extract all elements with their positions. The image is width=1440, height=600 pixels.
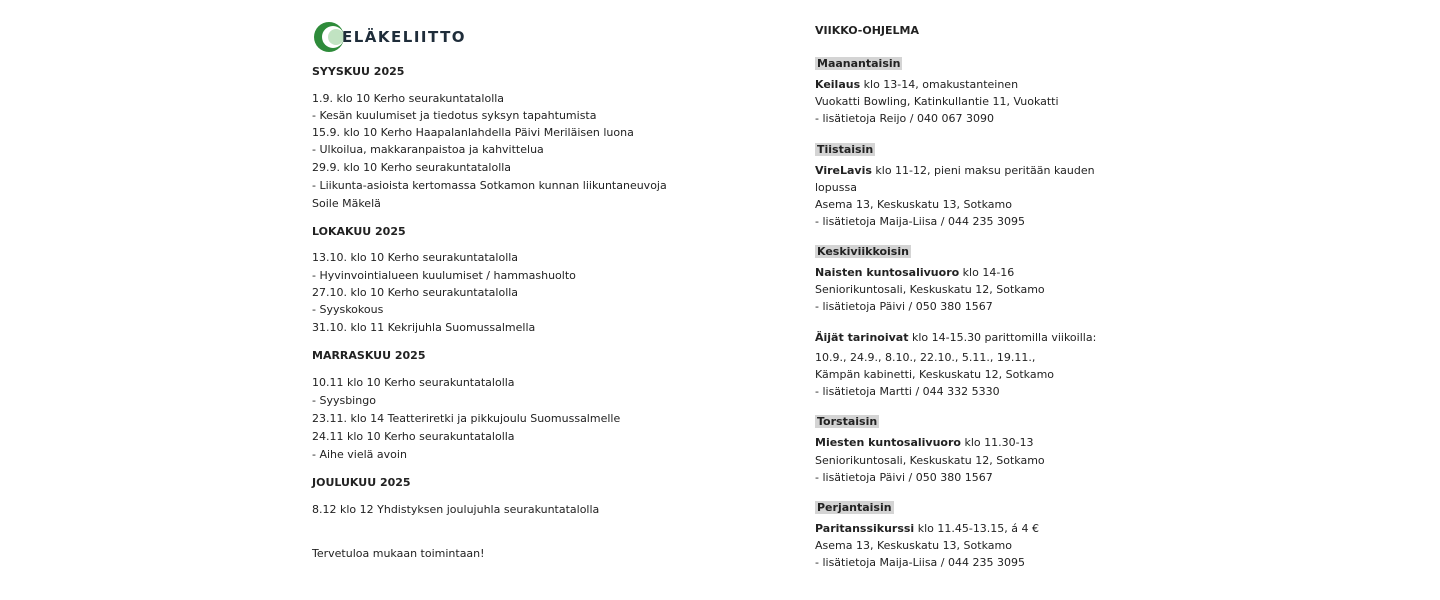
program-line: lopussa [815,181,857,194]
month-heading: JOULUKUU 2025 [312,476,411,489]
event-line: 10.11 klo 10 Kerho seurakuntatalolla [312,376,515,389]
program-line: Äijät tarinoivat klo 14-15.30 parittomilla viikoilla: [815,331,1097,344]
event-line: - Aihe vielä avoin [312,448,407,461]
program-line: Asema 13, Keskuskatu 13, Sotkamo [815,198,1012,211]
event-line: - Hyvinvointialueen kuulumiset / hammashuolto [312,269,576,282]
program-line: - lisätietoja Päivi / 050 380 1567 [815,300,993,313]
event-line: - Kesän kuulumiset ja tiedotus syksyn tapahtumista [312,109,597,122]
program-line: VireLavis klo 11-12, pieni maksu peritään kauden [815,164,1095,177]
program-line: - lisätietoja Reijo / 040 067 3090 [815,112,994,125]
event-line: - Liikunta-asioista kertomassa Sotkamon kunnan liikuntaneuvoja [312,179,667,192]
event-line: 15.9. klo 10 Kerho Haapalanlahdella Päivi Meriläisen luona [312,126,634,139]
program-line: Naisten kuntosalivuoro klo 14-16 [815,266,1015,279]
program-line: Kämpän kabinetti, Keskuskatu 12, Sotkamo [815,368,1055,381]
day-heading: Tiistaisin [817,143,874,156]
event-line: 8.12 klo 12 Yhdistyksen joulujuhla seurakuntatalolla [312,503,600,516]
program-line: Miesten kuntosalivuoro klo 11.30-13 [815,436,1034,449]
event-line: Soile Mäkelä [312,197,381,210]
logo-swoosh-icon [312,20,346,54]
program-line: - lisätietoja Maija-Liisa / 044 235 3095 [815,215,1025,228]
month-heading: MARRASKUU 2025 [312,349,426,362]
program-line: Seniorikuntosali, Keskuskatu 12, Sotkamo [815,454,1045,467]
day-heading: Maanantaisin [817,57,901,70]
event-line: 27.10. klo 10 Kerho seurakuntatalolla [312,286,519,299]
program-line: 10.9., 24.9., 8.10., 22.10., 5.11., 19.11., [815,351,1036,364]
program-line: Asema 13, Keskuskatu 13, Sotkamo [815,539,1012,552]
event-line: 1.9. klo 10 Kerho seurakuntatalolla [312,92,505,105]
program-line: Keilaus klo 13-14, omakustanteinen [815,78,1019,91]
program-line: - lisätietoja Päivi / 050 380 1567 [815,471,993,484]
program-line: - lisätietoja Maija-Liisa / 044 235 3095 [815,556,1025,569]
event-line: - Syysbingo [312,394,376,407]
day-heading: Keskiviikkoisin [817,245,909,258]
program-line: - lisätietoja Martti / 044 332 5330 [815,385,1000,398]
event-line: 29.9. klo 10 Kerho seurakuntatalolla [312,161,512,174]
month-heading: SYYSKUU 2025 [312,65,405,78]
event-line: - Ulkoilua, makkaranpaistoa ja kahvittelua [312,143,544,156]
program-line: Seniorikuntosali, Keskuskatu 12, Sotkamo [815,283,1045,296]
program-line: Vuokatti Bowling, Katinkullantie 11, Vuokatti [815,95,1059,108]
weekly-program-title: VIIKKO-OHJELMA [815,24,920,37]
closing-text: Tervetuloa mukaan toimintaan! [312,547,485,560]
event-line: 31.10. klo 11 Kekrijuhla Suomussalmella [312,321,536,334]
month-heading: LOKAKUU 2025 [312,225,406,238]
day-heading: Perjantaisin [817,501,892,514]
day-heading: Torstaisin [817,415,878,428]
event-line: - Syyskokous [312,303,384,316]
event-line: 23.11. klo 14 Teatteriretki ja pikkujoulu Suomussalmelle [312,412,621,425]
program-line: Paritanssikurssi klo 11.45-13.15, á 4 € [815,522,1040,535]
elakeliitto-logo [312,20,466,54]
event-line: 24.11 klo 10 Kerho seurakuntatalolla [312,430,515,443]
logo-text: ELÄKELIITTO [342,28,467,46]
event-line: 13.10. klo 10 Kerho seurakuntatalolla [312,251,519,264]
